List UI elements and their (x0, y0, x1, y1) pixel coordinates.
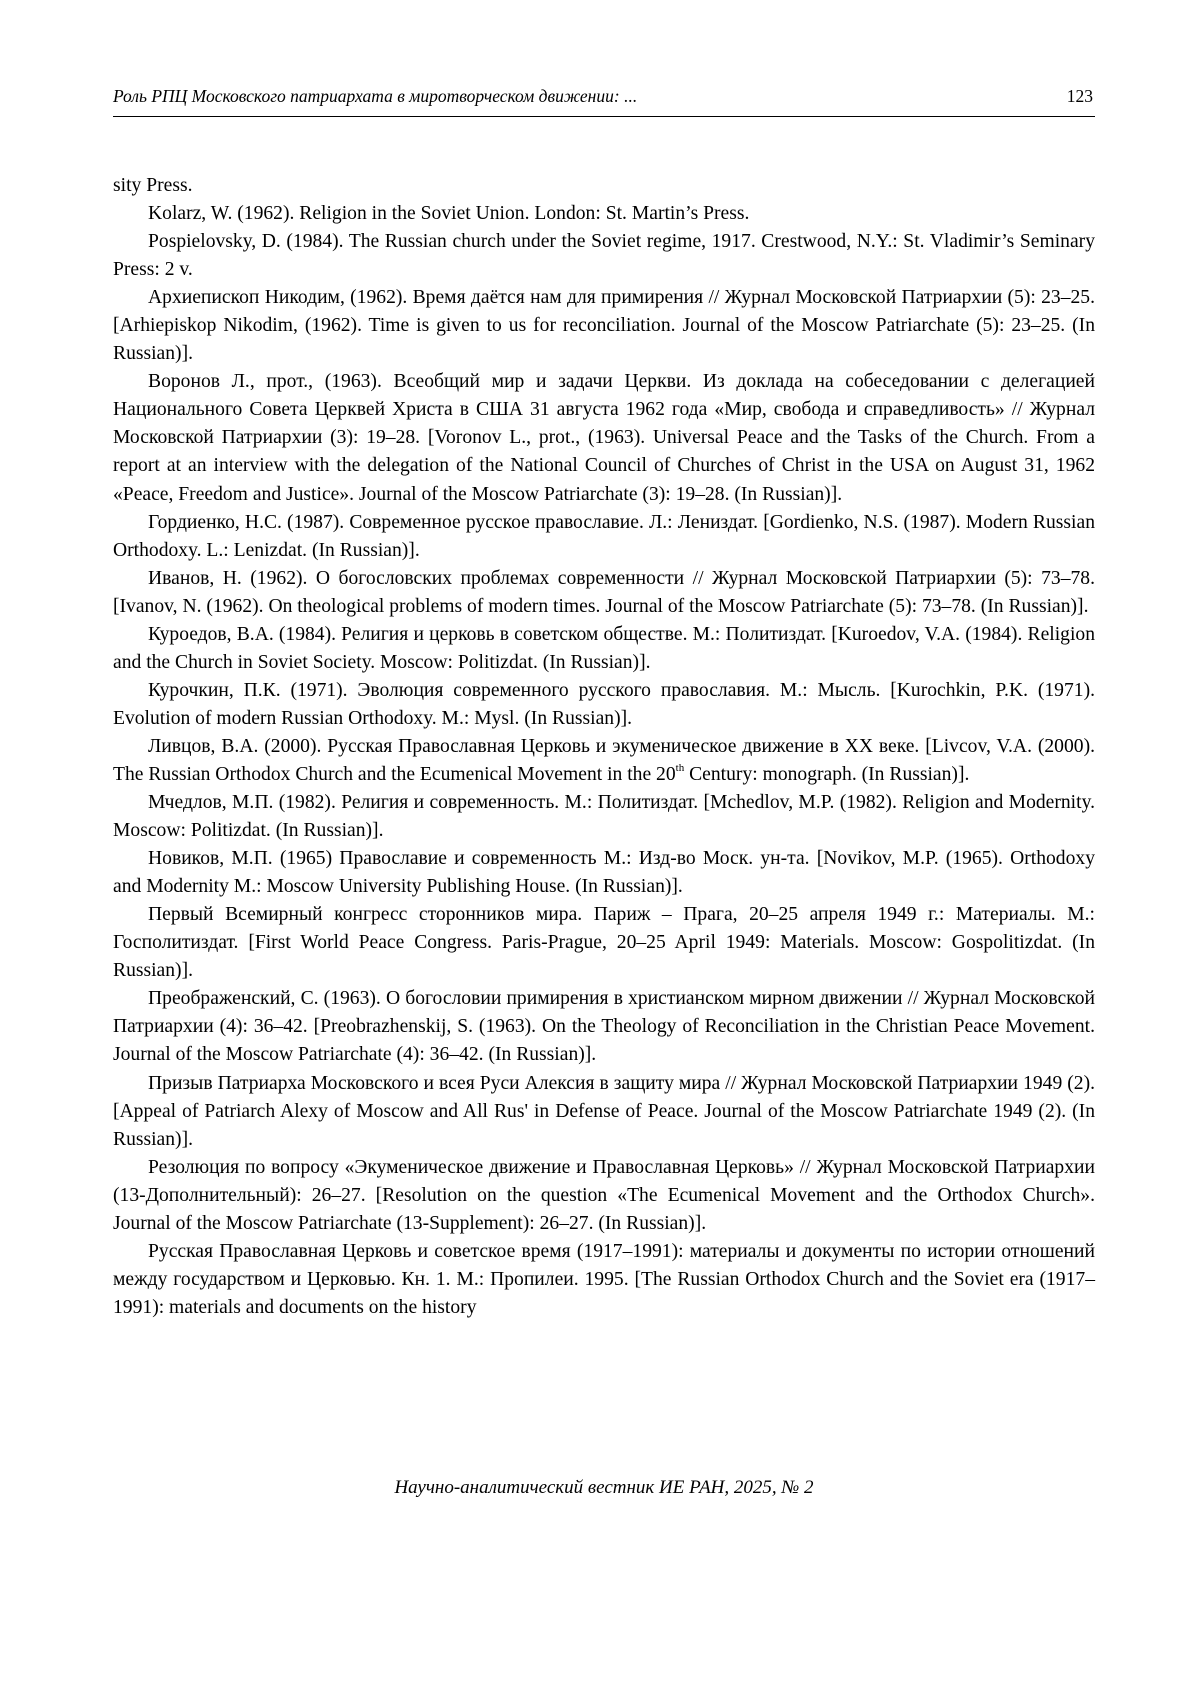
reference-entry: Первый Всемирный конгресс сторонников мира. Париж – Прага, 20–25 апреля 1949 г.: Материалы. М.: Госполитиздат. [First World Peace Congress. Paris-Prague, 20–25 April 1949: Materials. Moscow: Gospolitizdat. (In Russian)]. (113, 904, 1095, 982)
reference-list (113, 172, 1095, 1322)
reference-entry: Куроедов, В.А. (1984). Религия и церковь в советском обществе. М.: Политиздат. [Kuroedov, V.A. (1984). Religion and the Church in Soviet Society. Moscow: Politizdat. (In Russian)]. (113, 623, 1095, 673)
reference-entry: Kolarz, W. (1962). Religion in the Soviet Union. London: St. Martin’s Press. (148, 203, 750, 225)
reference-text: Ливцов, В.А. (2000). Русская Православная Церковь и экуменическое движение в XX веке. [Livcov, V.A. (2000). The Russian Orthodox Church and the Ecumenical Movement in the 20 (113, 735, 1095, 785)
running-header (113, 86, 1095, 117)
reference-entry: Преображенский, С. (1963). О богословии примирения в христианском мирном движении // Журнал Московской Патриархии (4): 36–42. [Preobrazhenskij, S. (1963). On the Theology of Reconciliation in the Christian Peace Movement. Journal of the Moscow Patriarchate (4): 36–42. (In Russian)]. (113, 988, 1095, 1066)
reference-entry: Pospielovsky, D. (1984). The Russian church under the Soviet regime, 1917. Crestwood, N.Y.: St. Vladimir’s Seminary Press: 2 v. (113, 231, 1095, 281)
reference-entry: Новиков, М.П. (1965) Православие и современность М.: Изд-во Моск. ун-та. [Novikov, M.P. (1965). Orthodoxy and Modernity M.: Moscow University Publishing House. (In Russian)]. (113, 848, 1095, 898)
ordinal-superscript: th (675, 761, 685, 774)
reference-entry: sity Press. (113, 175, 193, 196)
running-title: Роль РПЦ Московского патриархата в миротворческом движении: ... (113, 86, 638, 106)
page-number: 123 (1066, 86, 1093, 106)
reference-entry: Призыв Патриарха Московского и всея Руси Алексия в защиту мира // Журнал Московской Патриархии 1949 (2). [Appeal of Patriarch Alexy of Moscow and All Rus' in Defense of Peace. Journal of the Moscow Patriarchate 1949 (2). (In Russian)]. (113, 1072, 1095, 1150)
reference-entry (113, 733, 1095, 789)
reference-entry: Гордиенко, Н.С. (1987). Современное русское православие. Л.: Лениздат. [Gordienko, N.S. (1987). Modern Russian Orthodoxy. L.: Lenizdat. (In Russian)]. (113, 511, 1095, 561)
reference-entry: Мчедлов, М.П. (1982). Религия и современность. М.: Политиздат. [Mchedlov, M.P. (1982). Religion and Modernity. Moscow: Politizdat. (In Russian)]. (113, 792, 1095, 842)
reference-entry: Русская Православная Церковь и советское время (1917–1991): материалы и документы по истории отношений между государством и Церковью. Кн. 1. М.: Пропилеи. 1995. [The Russian Orthodox Church and the Soviet era (1917–1991): materials and documents on the history (113, 1240, 1095, 1318)
reference-entry: Иванов, Н. (1962). О богословских проблемах современности // Журнал Московской Патриархии (5): 73–78. [Ivanov, N. (1962). On theological problems of modern times. Journal of the Moscow Patriarchate (5): 73–78. (In Russian)]. (113, 567, 1095, 617)
reference-entry: Архиепископ Никодим, (1962). Время даётся нам для примирения // Журнал Московской Патриархии (5): 23–25. [Arhiepiskop Nikodim, (1962). Time is given to us for reconciliation. Journal of the Moscow Patriarchate (5): 23–25. (In Russian)]. (113, 287, 1095, 365)
reference-entry: Резолюция по вопросу «Экуменическое движение и Православная Церковь» // Журнал Московской Патриархии (13-Дополнительный): 26–27. [Resolution on the question «The Ecumenical Movement and the Orthodox Church». Journal of the Moscow Patriarchate (13-Supplement): 26–27. (In Russian)]. (113, 1156, 1095, 1234)
running-footer: Научно-аналитический вестник ИЕ РАН, 2025, № 2 (394, 1477, 814, 1498)
reference-text-continued: Century: monograph. (In Russian)]. (684, 763, 970, 785)
reference-entry: Воронов Л., прот., (1963). Всеобщий мир и задачи Церкви. Из доклада на собеседовании с делегацией Национального Совета Церквей Христа в США 31 августа 1962 года «Мир, свобода и справедливость» // Журнал Московской Патриархии (3): 19–28. [Voronov L., prot., (1963). Universal Peace and the Tasks of the Church. From a report at an interview with the delegation of the National Council of Churches of Christ in the USA on August 31, 1962 «Peace, Freedom and Justice». Journal of the Moscow Patriarchate (3): 19–28. (In Russian)]. (113, 371, 1095, 505)
reference-entry: Курочкин, П.К. (1971). Эволюция современного русского православия. М.: Мысль. [Kurochkin, P.K. (1971). Evolution of modern Russian Orthodoxy. M.: Mysl. (In Russian)]. (113, 679, 1095, 729)
